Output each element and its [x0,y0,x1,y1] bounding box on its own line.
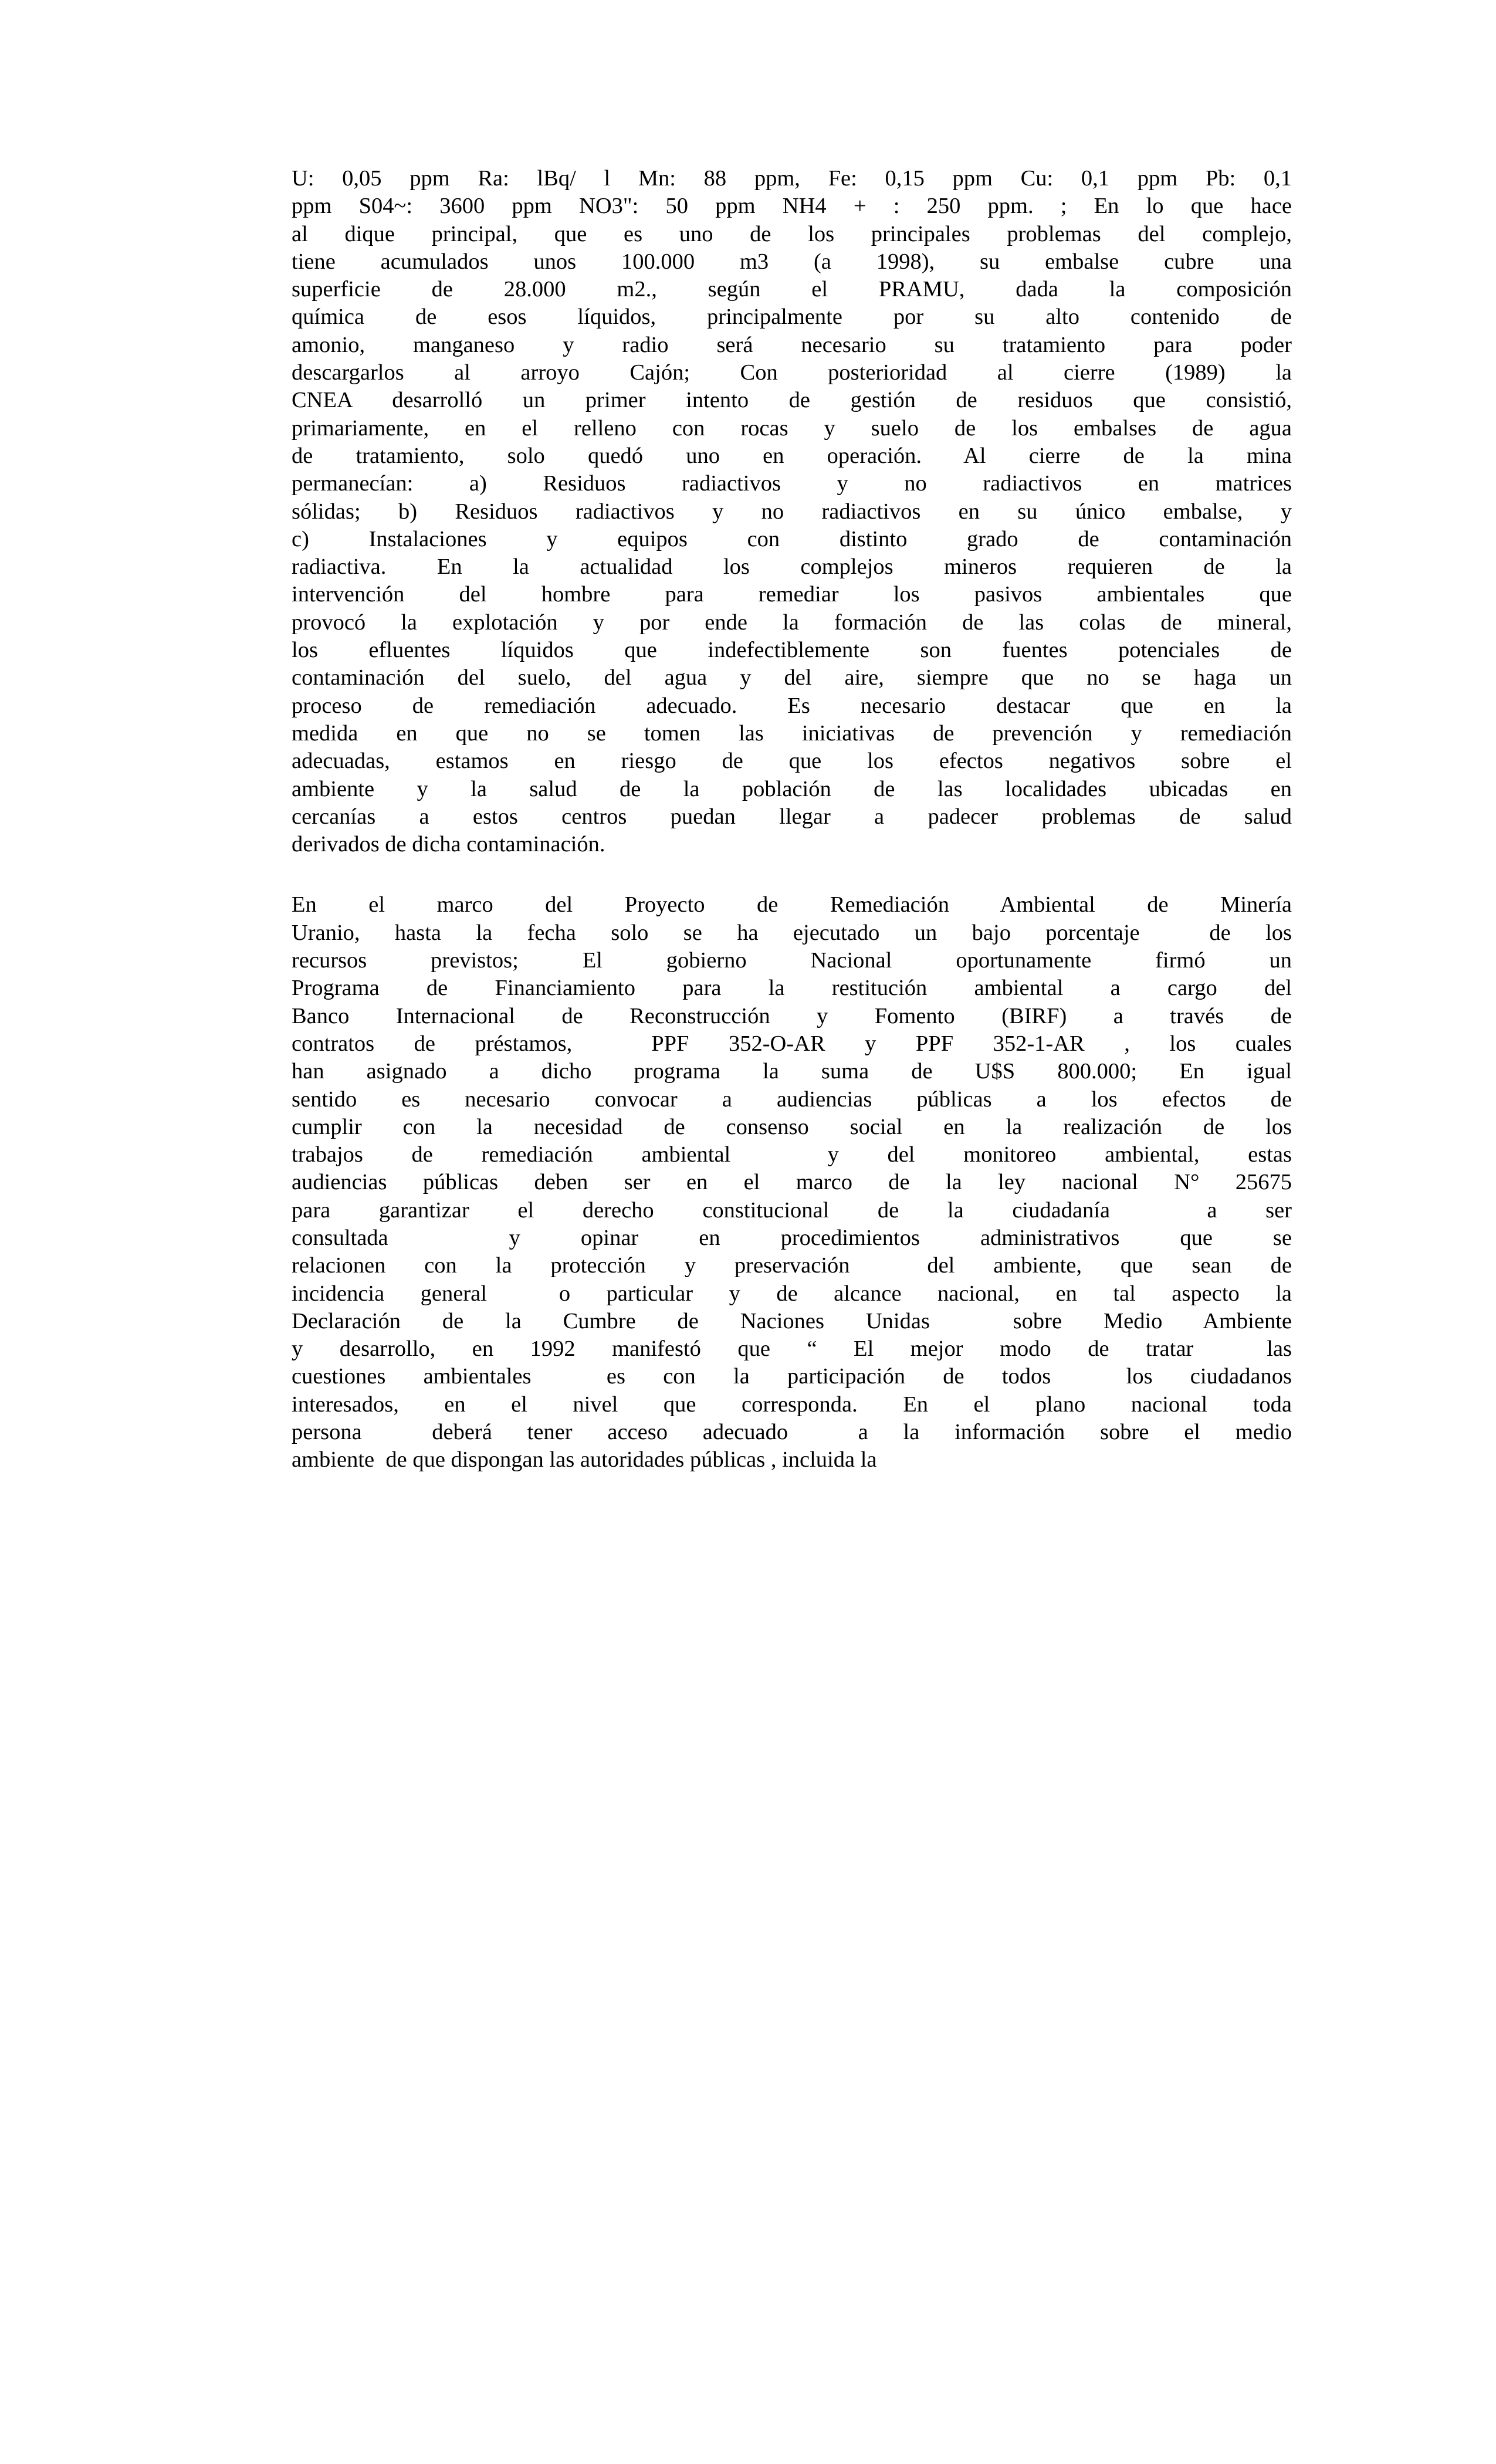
text-line: Uranio, hasta la fecha solo se ha ejecutado un bajo porcentaje de los [292,920,1292,945]
text-line: trabajos de remediación ambiental y del monitoreo ambiental, estas [292,1142,1292,1167]
text-line: al dique principal, que es uno de los principales problemas del complejo, [292,221,1292,246]
text-line: derivados de dicha contaminación. [292,832,605,857]
text-line: superficie de 28.000 m2., según el PRAMU, dada la composición [292,277,1292,302]
text-line: sentido es necesario convocar a audiencias públicas a los efectos de [292,1087,1292,1112]
text-line: cuestiones ambientales es con la participación de todos los ciudadanos [292,1364,1292,1389]
paragraph [292,891,1292,1474]
text-line: ppm S04~: 3600 ppm NO3": 50 ppm NH4 + : 250 ppm. ; En lo que hace [292,194,1292,219]
text-line: y desarrollo, en 1992 manifestó que “ El mejor modo de tratar las [292,1336,1292,1362]
text-line: U: 0,05 ppm Ra: lBq/ l Mn: 88 ppm, Fe: 0,15 ppm Cu: 0,1 ppm Pb: 0,1 [292,166,1292,191]
text-line: audiencias públicas deben ser en el marco de la ley nacional N° 25675 [292,1170,1292,1195]
text-line: consultada y opinar en procedimientos administrativos que se [292,1225,1292,1250]
text-line: En el marco del Proyecto de Remediación Ambiental de Minería [292,892,1292,918]
text-line: para garantizar el derecho constitucional de la ciudadanía a ser [292,1197,1292,1223]
text-line: ambiente y la salud de la población de las localidades ubicadas en [292,776,1292,801]
text-line: provocó la explotación y por ende la formación de las colas de mineral, [292,610,1292,635]
text-line: han asignado a dicho programa la suma de U$S 800.000; En igual [292,1059,1292,1084]
text-line: recursos previstos; El gobierno Nacional oportunamente firmó un [292,948,1292,973]
text-line: Banco Internacional de Reconstrucción y Fomento (BIRF) a través de [292,1003,1292,1028]
paragraph [292,165,1292,858]
text-line: persona deberá tener acceso adecuado a la información sobre el medio [292,1420,1292,1445]
text-line: adecuadas, estamos en riesgo de que los efectos negativos sobre el [292,749,1292,774]
text-line: cercanías a estos centros puedan llegar a padecer problemas de salud [292,804,1292,829]
text-line: interesados, en el nivel que corresponda. En el plano nacional toda [292,1392,1292,1417]
text-line: tiene acumulados unos 100.000 m3 (a 1998), su embalse cubre una [292,249,1292,274]
text-line: sólidas; b) Residuos radiactivos y no radiactivos en su único embalse, y [292,499,1292,524]
text-line: relacionen con la protección y preservación del ambiente, que sean de [292,1253,1292,1278]
text-line: contratos de préstamos, PPF 352-O-AR y PPF 352-1-AR , los cuales [292,1031,1292,1056]
text-line: los efluentes líquidos que indefectiblemente son fuentes potenciales de [292,638,1292,663]
text-line: proceso de remediación adecuado. Es necesario destacar que en la [292,693,1292,718]
document-text-column [292,165,1292,1474]
text-line: incidencia general o particular y de alcance nacional, en tal aspecto la [292,1281,1292,1306]
text-line: descargarlos al arroyo Cajón; Con posterioridad al cierre (1989) la [292,360,1292,385]
text-line: contaminación del suelo, del agua y del aire, siempre que no se haga un [292,665,1292,691]
text-line: Declaración de la Cumbre de Naciones Unidas sobre Medio Ambiente [292,1308,1292,1333]
text-line: radiactiva. En la actualidad los complejos mineros requieren de la [292,554,1292,580]
text-line: ambiente de que dispongan las autoridades públicas , incluida la [292,1447,877,1473]
text-line: c) Instalaciones y equipos con distinto grado de contaminación [292,526,1292,551]
text-line: Programa de Financiamiento para la restitución ambiental a cargo del [292,976,1292,1001]
text-line: intervención del hombre para remediar los pasivos ambientales que [292,582,1292,607]
text-line: primariamente, en el relleno con rocas y suelo de los embalses de agua [292,415,1292,441]
text-line: de tratamiento, solo quedó uno en operación. Al cierre de la mina [292,443,1292,468]
text-line: amonio, manganeso y radio será necesario su tratamiento para poder [292,332,1292,357]
text-line: medida en que no se tomen las iniciativas de prevención y remediación [292,720,1292,746]
text-line: permanecían: a) Residuos radiactivos y no radiactivos en matrices [292,471,1292,496]
text-line: cumplir con la necesidad de consenso social en la realización de los [292,1114,1292,1139]
text-line: química de esos líquidos, principalmente por su alto contenido de [292,304,1292,330]
text-line: CNEA desarrolló un primer intento de gestión de residuos que consistió, [292,388,1292,413]
